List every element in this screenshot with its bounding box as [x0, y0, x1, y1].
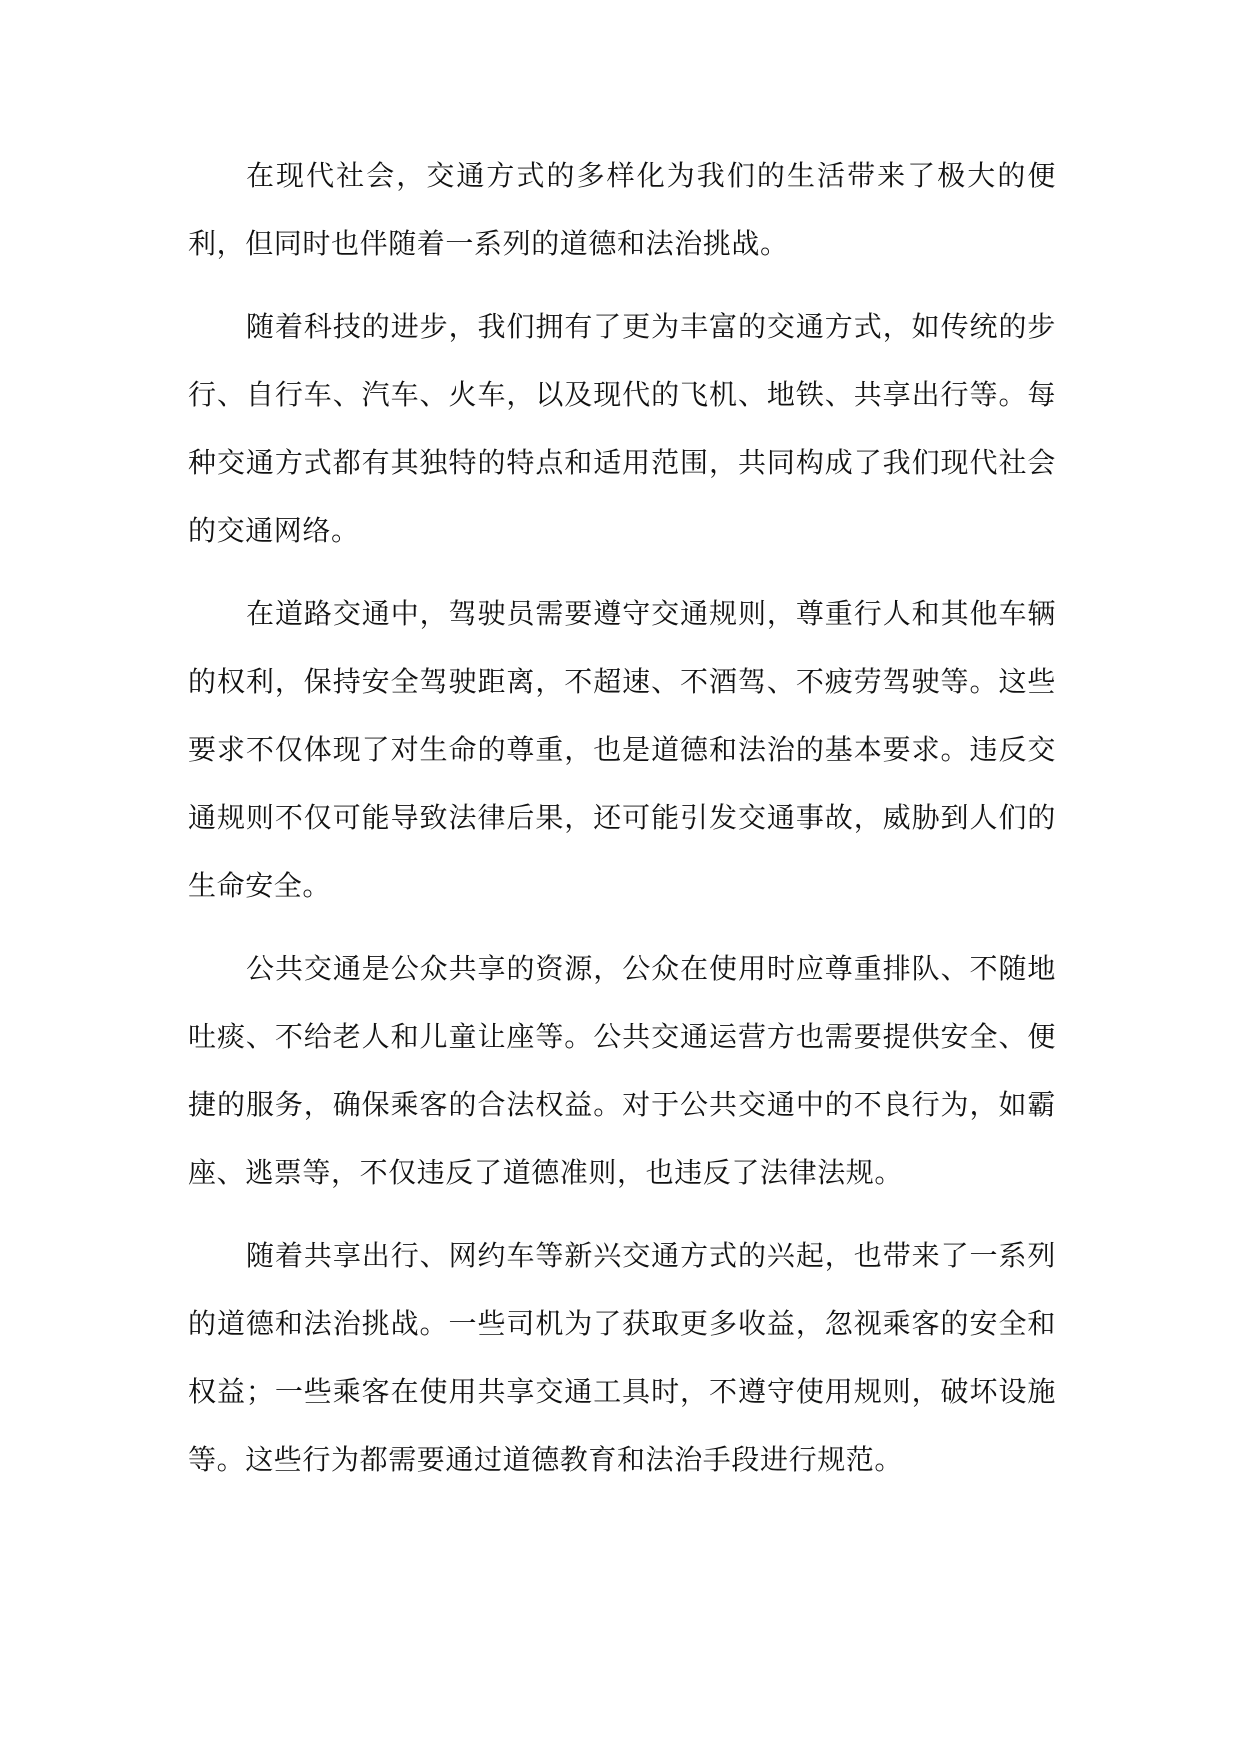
paragraph-intro: 在现代社会，交通方式的多样化为我们的生活带来了极大的便利，但同时也伴随着一系列的道德和法治挑战。	[188, 159, 1056, 260]
paragraph-shared-mobility: 随着共享出行、网约车等新兴交通方式的兴起，也带来了一系列的道德和法治挑战。一些司机为了获取更多收益，忽视乘客的安全和权益；一些乘客在使用共享交通工具时，不遵守使用规则，破坏设施等。这些行为都需要通过道德教育和法治手段进行规范。	[188, 1239, 1056, 1476]
document-body	[188, 142, 1056, 1509]
paragraph-road-traffic: 在道路交通中，驾驶员需要遵守交通规则，尊重行人和其他车辆的权利，保持安全驾驶距离，不超速、不酒驾、不疲劳驾驶等。这些要求不仅体现了对生命的尊重，也是道德和法治的基本要求。违反交通规则不仅可能导致法律后果，还可能引发交通事故，威胁到人们的生命安全。	[188, 597, 1056, 902]
paragraph-public-transport: 公共交通是公众共享的资源，公众在使用时应尊重排队、不随地吐痰、不给老人和儿童让座等。公共交通运营方也需要提供安全、便捷的服务，确保乘客的合法权益。对于公共交通中的不良行为，如霸座、逃票等，不仅违反了道德准则，也违反了法律法规。	[188, 952, 1056, 1189]
paragraph-transport-modes: 随着科技的进步，我们拥有了更为丰富的交通方式，如传统的步行、自行车、汽车、火车，以及现代的飞机、地铁、共享出行等。每种交通方式都有其独特的特点和适用范围，共同构成了我们现代社会的交通网络。	[188, 310, 1056, 547]
